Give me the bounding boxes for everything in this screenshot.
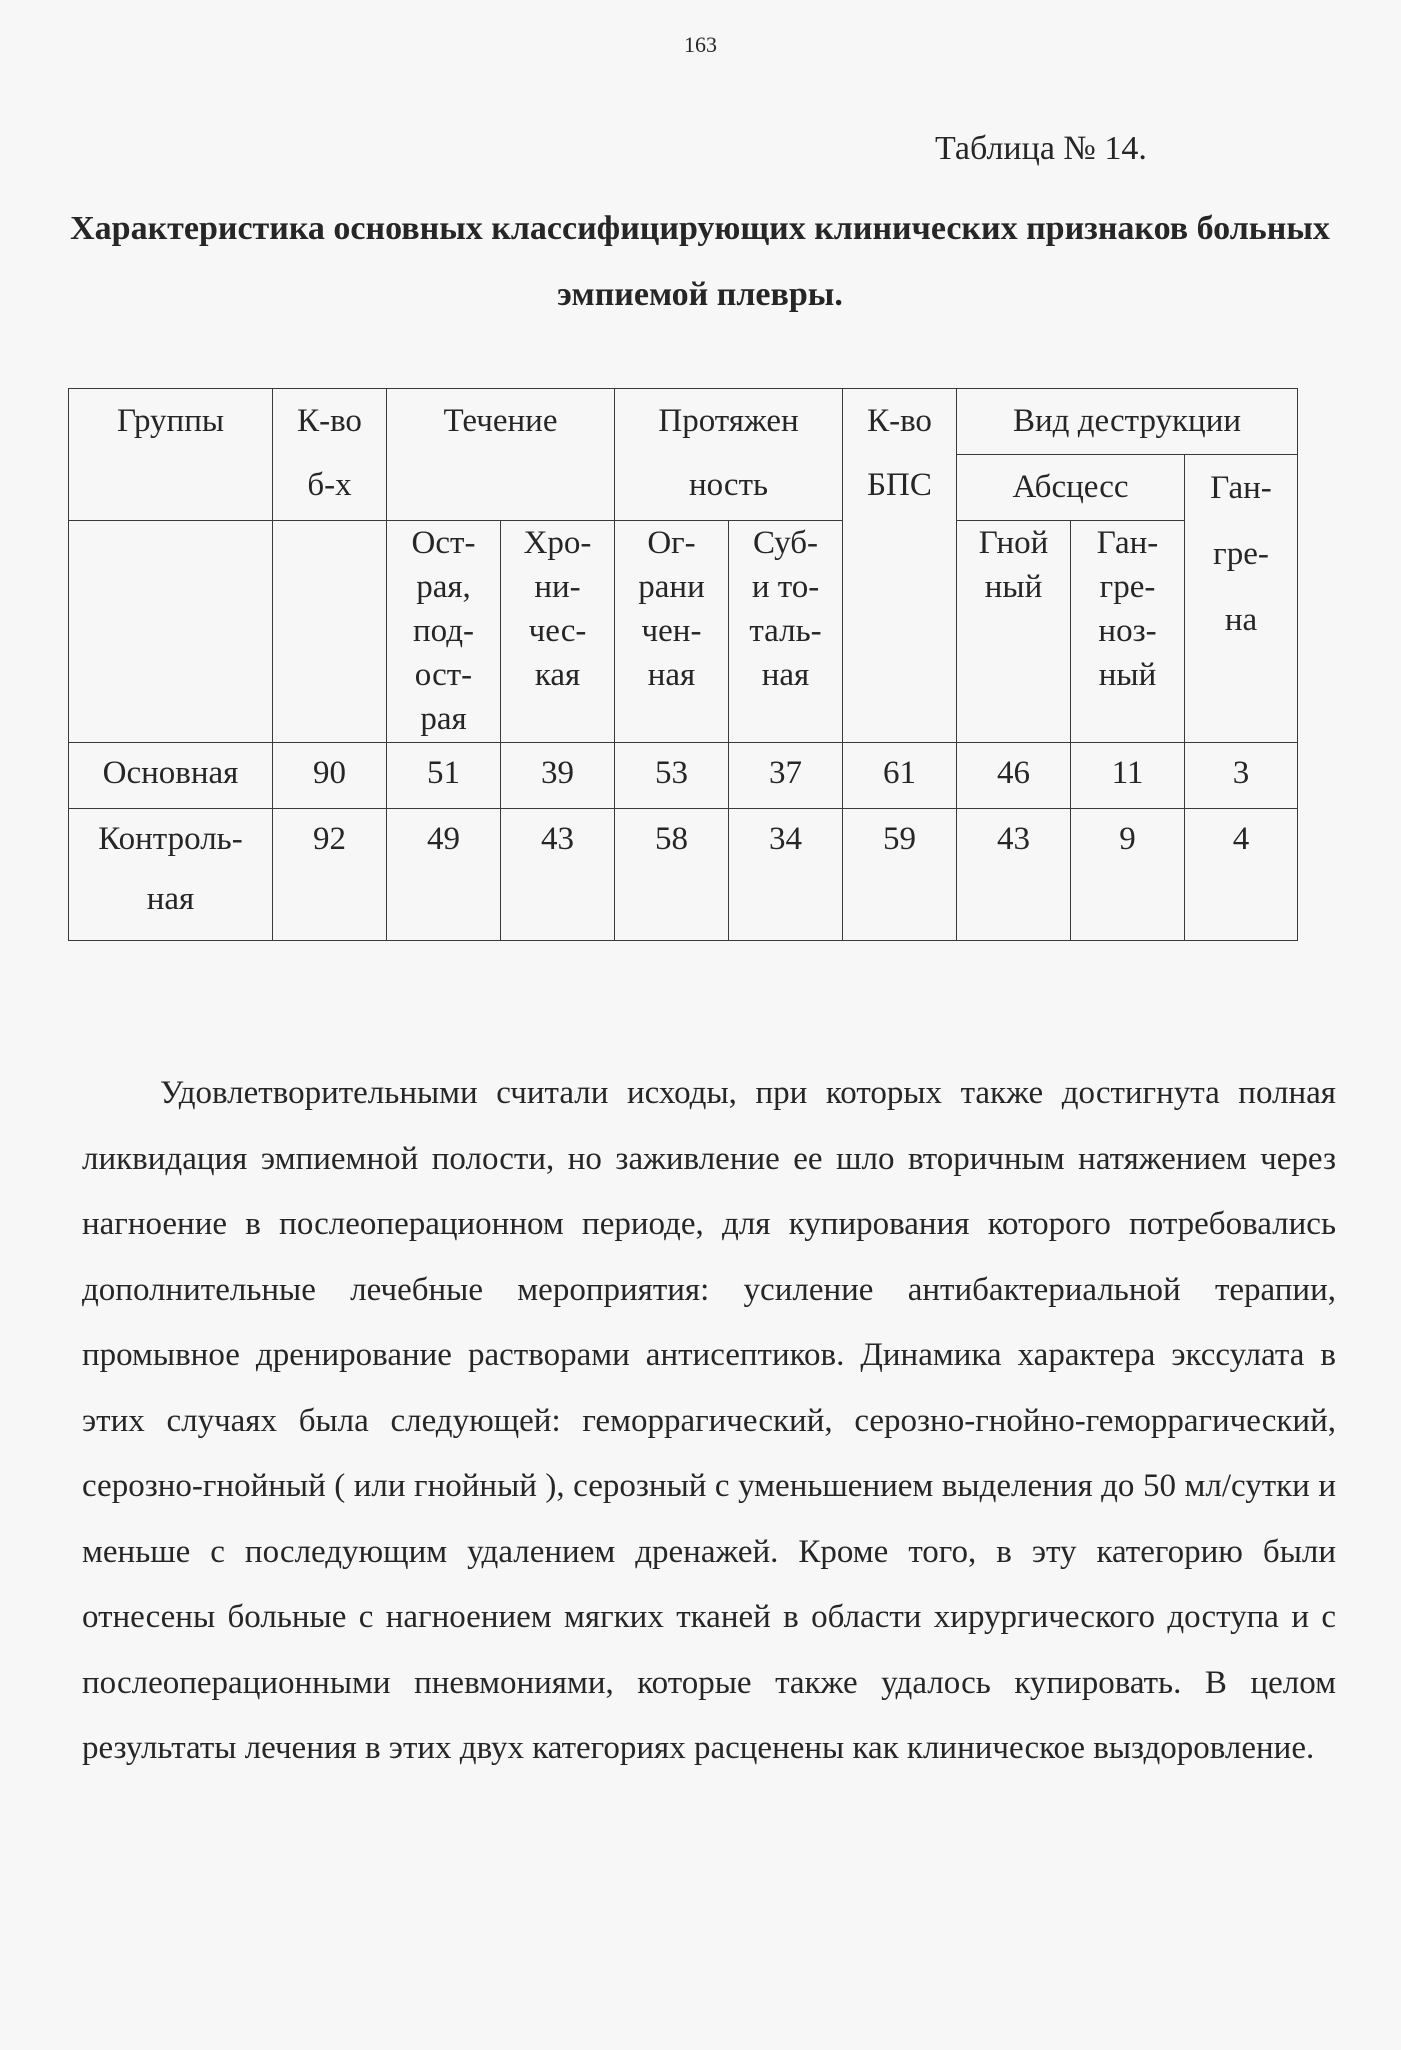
row-label: Основная [69,743,273,809]
table-cell: 92 [273,809,387,941]
table-cell: 11 [1071,743,1185,809]
header-gangrene: Ган- гре- на [1185,455,1298,743]
table-cell: 9 [1071,809,1185,941]
table-cell: 37 [729,743,843,809]
table-cell: 53 [615,743,729,809]
table-row [69,743,1298,809]
empty-cell [69,521,273,743]
table-cell: 3 [1185,743,1298,809]
table-title: Характеристика основных классифицирующих клинических признаков больных эмпиемой плевры. [70,210,1330,313]
data-table [68,388,1298,941]
table-cell: 51 [387,743,501,809]
header-patient-count: К-во б-х [273,389,387,521]
body-paragraph: Удовлетворительными считали исходы, при которых также достигнута полная ликвидация эмпиемной полости, но заживление ее шло вторичным натяжением через нагноение в послеоперационном периоде, для купирования которого потребовались дополнительные лечебные мероприятия: усиление антибактериальной терапии, промывное дренирование растворами антисептиков. Динамика характера экссулата в этих случаях была следующей: геморрагический, серозно-гнойно-геморрагический, серозно-гнойный ( или гнойный ), серозный с уменьшением выделения до 50 мл/сутки и меньше с последующим удалением дренажей. Кроме того, в эту категорию были отнесены больные с нагноением мягких тканей в области хирургического доступа и с послеоперационными пневмониями, которые также удалось купировать. В целом результаты лечения в этих двух категориях расценены как клиническое выздоровление. [82,1075,1336,1766]
table-cell: 49 [387,809,501,941]
header-bps-count: К-во БПС [843,389,957,743]
table-cell: 90 [273,743,387,809]
row-label: Контроль- ная [69,809,273,941]
table-cell: 43 [957,809,1071,941]
header-extent: Протяжен ность [615,389,843,521]
page-number: 163 [684,32,717,57]
table-caption: Таблица № 14. [935,130,1147,167]
header-abscess: Абсцесс [957,455,1185,521]
header-subtotal: Суб- и то- таль- ная [729,521,843,743]
table-cell: 58 [615,809,729,941]
header-course: Течение [387,389,615,521]
table-cell: 34 [729,809,843,941]
empty-cell [273,521,387,743]
table-cell: 43 [501,809,615,941]
header-limited: Ог- рани чен- ная [615,521,729,743]
header-acute: Ост- рая, под- ост- рая [387,521,501,743]
header-destruction-type: Вид деструкции [957,389,1298,455]
table-cell: 46 [957,743,1071,809]
table-cell: 4 [1185,809,1298,941]
header-gangrenous: Ган- гре- ноз- ный [1071,521,1185,743]
table-row [69,809,1298,941]
header-groups: Группы [69,389,273,521]
header-chronic: Хро- ни- чес- кая [501,521,615,743]
table-cell: 61 [843,743,957,809]
header-purulent: Гной ный [957,521,1071,743]
table-cell: 59 [843,809,957,941]
table-cell: 39 [501,743,615,809]
